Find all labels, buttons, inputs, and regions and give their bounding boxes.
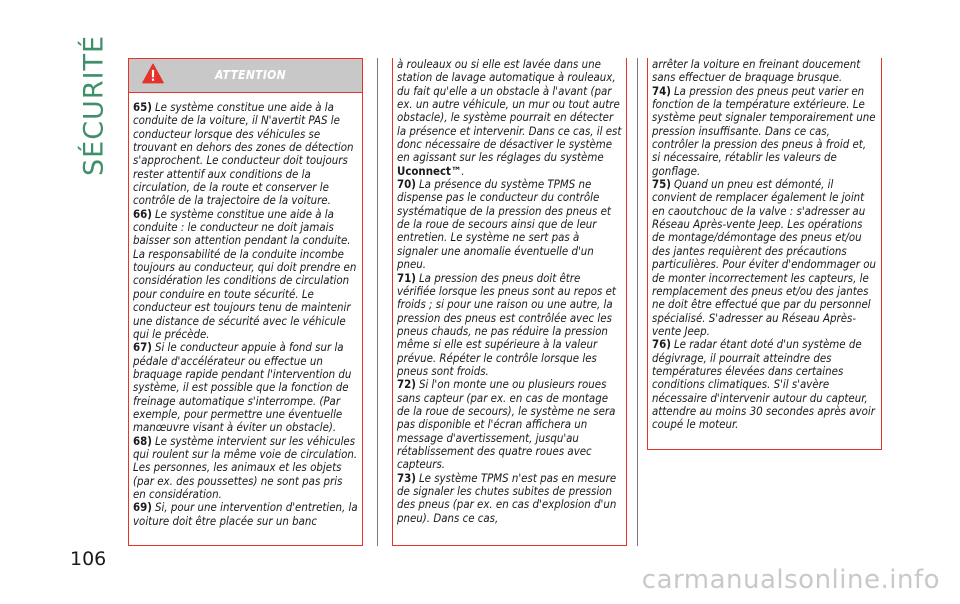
warning-paragraph xyxy=(133,341,358,434)
column-text xyxy=(648,58,881,432)
warning-paragraph xyxy=(652,178,877,338)
warning-text: La pression des pneus peut varier en fonction de la température extérieure. Le système peut signaler temporairement une pression insuffisante. Dans ce cas, contrôler la pression des pneus à froid et, si nécessaire, rétablir les valeurs de gonflage. xyxy=(652,83,876,178)
warning-text: La pression des pneus doit être vérifiée lorsque les pneus sont au repos et froids ; si pour une raison ou une autre, la pression des pneus est contrôlée avec les pneus chauds, ne pas réduire la pression même si elle est supérieure à la valeur prévue. Répéter le contrôle lorsque les pneus sont froids. xyxy=(397,270,616,378)
warning-number: 75) xyxy=(652,177,671,192)
warning-paragraph xyxy=(133,101,358,208)
warnings-column-3 xyxy=(647,58,882,450)
warning-number: 66) xyxy=(133,206,152,221)
warning-number: 76) xyxy=(652,337,671,352)
warning-number: 74) xyxy=(652,83,671,98)
warnings-column-1 xyxy=(128,58,363,546)
warning-paragraph xyxy=(652,85,877,178)
warning-paragraph xyxy=(397,472,622,525)
warning-number: 72) xyxy=(397,377,416,392)
warning-text: Si le conducteur appuie à fond sur la pédale d'accélérateur ou effectue un braquage rapide pendant l'intervention du système, il est possible que la fonction de freinage automatique s'interrompe. (Par exemple, pour permettre une éventuelle manœuvre visant à éviter un obstacle). xyxy=(133,340,352,435)
warning-number: 73) xyxy=(397,470,416,485)
warning-text-end: . xyxy=(461,163,465,178)
warning-text: Quand un pneu est démonté, il convient de remplacer également le joint en caoutchouc de la valve : s'adresser au Réseau Après-vente Jeep. Les opérations de montage/démontage des pneus et/ou des jantes requièrent des précautions particulières. Pour éviter d'endommager ou de monter incorrectement les capteurs, le remplacement des pneus et/ou des jantes ne doit être effectué que par du personnel spécialisé. S'adresser au Réseau Après-vente Jeep. xyxy=(652,177,876,338)
warning-text: Le système constitue une aide à la conduite : le conducteur ne doit jamais baisser son attention pendant la conduite. La responsabilité de la conduite incombe toujours au conducteur, qui doit prendre en considération les conditions de circulation pour conduire en toute sécurité. Le conducteur est toujours tenu de maintenir une distance de sécurité avec le véhicule qui le précède. xyxy=(133,206,357,341)
warning-paragraph xyxy=(397,58,622,178)
warning-paragraph xyxy=(397,272,622,379)
warning-paragraph xyxy=(652,58,877,85)
warning-text: à rouleaux ou si elle est lavée dans une station de lavage automatique à rouleaux, du fait qu'elle a un obstacle à l'avant (par ex. un autre véhicule, un mur ou tout autre obstacle), le système pourrait en détecter la présence et intervenir. Dans ce cas, il est donc nécessaire de désactiver le système en agissant sur les réglages du système xyxy=(397,57,622,165)
column-text xyxy=(129,93,362,528)
warning-text: La présence du système TPMS ne dispense pas le conducteur du contrôle systématique de la pression des pneus et de la roue de secours ainsi que de leur entretien. Le système ne sert pas à signaler une anomalie éventuelle d'un pneu. xyxy=(397,177,611,272)
column-divider xyxy=(637,58,638,546)
warnings-column-2 xyxy=(392,58,627,546)
warning-paragraph xyxy=(133,501,358,528)
page-number: 106 xyxy=(70,548,107,570)
warning-number: 65) xyxy=(133,100,152,114)
column-divider xyxy=(377,58,378,546)
attention-header xyxy=(129,59,362,93)
warning-text: Si, pour une intervention d'entretien, la voiture doit être placée sur un banc xyxy=(133,500,358,528)
column-text xyxy=(393,58,626,525)
warning-text: Le système TPMS n'est pas en mesure de signaler les chutes subites de pression des pneus (par ex. en cas d'explosion d'un pneu). Dans ce cas, xyxy=(397,470,617,525)
warning-paragraph xyxy=(133,208,358,341)
warning-number: 71) xyxy=(397,270,416,285)
brand-name: Uconnect™ xyxy=(397,163,462,178)
warning-text: Si l'on monte une ou plusieurs roues sans capteur (par ex. en cas de montage de la roue de secours), le système ne sera pas disponible et l'écran affichera un message d'avertissement, jusqu'au rétablissement des quatre roues avec capteurs. xyxy=(397,377,616,472)
warning-paragraph xyxy=(133,435,358,502)
warning-paragraph xyxy=(652,338,877,431)
warning-text: Le système constitue une aide à la conduite de la voiture, il N'avertit PAS le conducteur lorsque des véhicules se trouvant en dehors des zones de détection s'approchent. Le conducteur doit toujours rester attentif aux conditions de la circulation, de la route et conserver le contrôle de la trajectoire de la voiture. xyxy=(133,100,354,208)
warning-text: arrêter la voiture en freinant doucement sans effectuer de braquage brusque. xyxy=(652,57,861,85)
attention-label: ATTENTION xyxy=(215,68,286,82)
section-title: SÉCURITÉ xyxy=(78,34,110,176)
watermark: carmanualsonline.info xyxy=(641,565,940,595)
warning-number: 70) xyxy=(397,177,416,192)
warning-text: Le radar étant doté d'un système de dégivrage, il pourrait atteindre des températures élevées dans certaines conditions climatiques. S'il s'avère nécessaire d'intervenir autour du capteur, attendre au moins 30 secondes après avoir coupé le moteur. xyxy=(652,337,875,432)
warning-text: Le système intervient sur les véhicules qui roulent sur la même voie de circulation. Les personnes, les animaux et les objets (par ex. des poussettes) ne sont pas pris en considération. xyxy=(133,433,358,501)
warning-number: 69) xyxy=(133,500,152,515)
warning-number: 68) xyxy=(133,433,152,448)
warning-number: 67) xyxy=(133,340,152,355)
warning-paragraph xyxy=(397,178,622,271)
warning-paragraph xyxy=(397,378,622,471)
